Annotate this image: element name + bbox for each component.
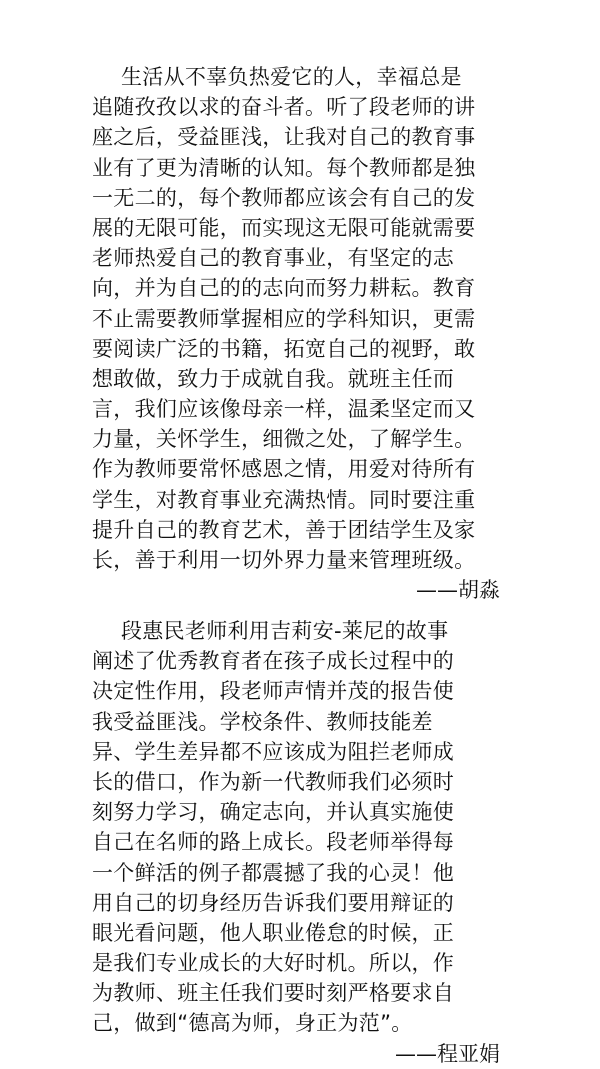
reflection-passage-1 (92, 62, 512, 605)
passage-line: 异、学生差异都不应该成为阻拦老师成 (92, 739, 455, 764)
passage-line: 提升自己的教育艺术，善于团结学生及家 (92, 517, 476, 542)
passage-line: 是我们专业成长的大好时机。所以，作 (92, 951, 455, 976)
passage-line: 一无二的，每个教师都应该会有自己的发 (92, 185, 476, 210)
passage-line: 学生，对教育事业充满热情。同时要注重 (92, 487, 476, 512)
author-signature: ——程亚娟 (395, 1041, 500, 1066)
passage-line: 我受益匪浅。学校条件、教师技能差 (92, 709, 433, 734)
passage-line: 为教师、班主任我们要时刻严格要求自 (92, 981, 455, 1006)
passage-line: 决定性作用，段老师声情并茂的报告使 (92, 679, 455, 704)
passage-line: 刻努力学习，确定志向，并认真实施使 (92, 800, 455, 825)
passage-line: 老师热爱自己的教育事业，有坚定的志 (92, 246, 455, 271)
passage-line: 自己在名师的路上成长。段老师举得每 (92, 830, 455, 855)
passage-line: 长的借口，作为新一代教师我们必须时 (92, 769, 455, 794)
passage-line: 眼光看问题，他人职业倦怠的时候，正 (92, 920, 455, 945)
passage-line: 言，我们应该像母亲一样，温柔坚定而又 (92, 397, 476, 422)
passage-line: 不止需要教师掌握相应的学科知识，更需 (92, 306, 476, 331)
passage-line: 用自己的切身经历告诉我们要用辩证的 (92, 890, 455, 915)
passage-line: 想敢做，致力于成就自我。就班主任而 (92, 366, 455, 391)
author-signature: ——胡淼 (416, 578, 500, 603)
passage-line: 段惠民老师利用吉莉安-莱尼的故事 (121, 619, 449, 643)
passage-line: 阐述了优秀教育者在孩子成长过程中的 (92, 649, 455, 674)
passage-line: 力量，关怀学生，细微之处，了解学生。 (92, 427, 476, 452)
passage-line: 展的无限可能，而实现这无限可能就需要 (92, 215, 476, 240)
passage-line: 长，善于利用一切外界力量来管理班级。 (92, 548, 476, 572)
passage-line: 座之后，受益匪浅，让我对自己的教育事 (92, 125, 476, 150)
passage-line: 作为教师要常怀感恩之情，用爱对待所有 (92, 457, 476, 482)
passage-line: 业有了更为清晰的认知。每个教师都是独 (92, 155, 476, 180)
passage-line: 生活从不辜负热爱它的人，幸福总是 (121, 65, 462, 89)
passage-line: 追随孜孜以求的奋斗者。听了段老师的讲 (92, 95, 476, 120)
passage-line: 要阅读广泛的书籍，拓宽自己的视野，敢 (92, 336, 476, 361)
passage-line: 一个鲜活的例子都震撼了我的心灵！他 (92, 860, 455, 885)
passage-line: 向，并为自己的的志向而努力耕耘。教育 (92, 276, 476, 301)
passage-line: 己，做到“德高为师，身正为范”。 (92, 1011, 413, 1036)
reflection-passage-2 (92, 616, 512, 1069)
